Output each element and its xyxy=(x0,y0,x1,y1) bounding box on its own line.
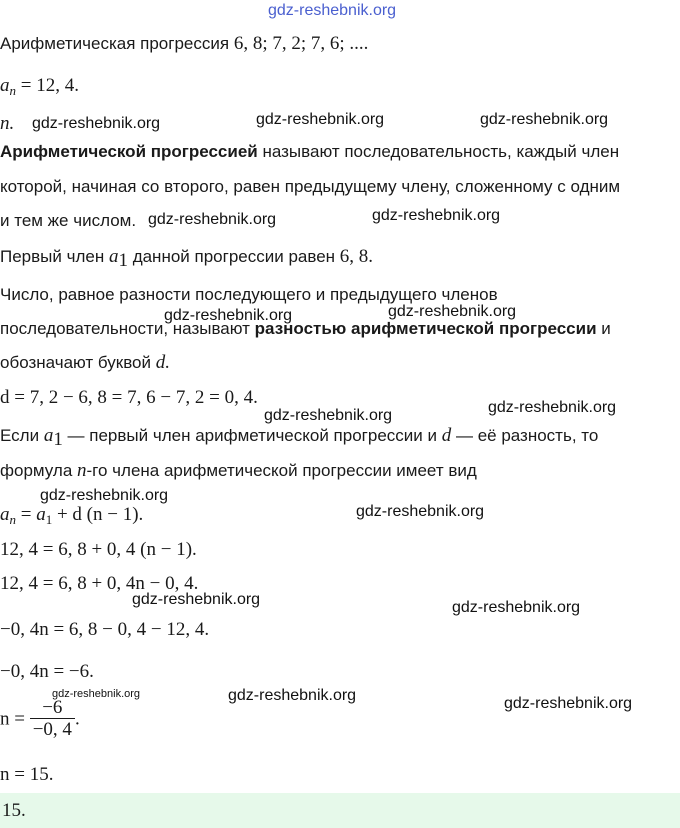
difference-term: разностью арифметической прогрессии xyxy=(254,319,597,338)
step-5 xyxy=(0,698,80,741)
formula-d-var: d xyxy=(441,425,452,446)
first-term-after: данной прогрессии равен xyxy=(132,247,336,266)
watermark: gdz-reshebnik.org xyxy=(504,695,633,712)
definition-term: Арифметической прогрессией xyxy=(0,142,258,161)
watermark: gdz-reshebnik.org xyxy=(164,307,293,324)
formula-a1-sub: 1 xyxy=(53,429,63,450)
formula-text-mid: — первый член арифметической прогрессии и xyxy=(67,426,437,445)
watermark: gdz-reshebnik.org xyxy=(52,688,141,700)
step-6: n = 15. xyxy=(0,764,54,785)
difference-before: последовательности, называют xyxy=(0,319,250,338)
watermark: gdz-reshebnik.org xyxy=(268,2,397,19)
step-eq: = xyxy=(20,504,32,525)
sequence-terms: 6, 8; 7, 2; 7, 6; .... xyxy=(233,33,369,54)
watermark: gdz-reshebnik.org xyxy=(372,207,501,224)
step-a1-sub: 1 xyxy=(45,512,53,527)
definition-line-3: и тем же числом. xyxy=(0,211,137,230)
difference-after: и xyxy=(601,319,611,338)
difference-line-1: Число, равное разности последующего и предыдущего членов xyxy=(0,285,498,304)
watermark: gdz-reshebnik.org xyxy=(148,211,277,228)
step-5-lhs: n = xyxy=(0,708,25,730)
sequence-label: Арифметическая прогрессия xyxy=(0,34,230,53)
first-term-value: 6, 8. xyxy=(339,246,374,267)
an-value: = 12, 4. xyxy=(20,75,79,96)
definition-text: называют последовательность, каждый член xyxy=(262,142,620,161)
watermark: gdz-reshebnik.org xyxy=(452,599,581,616)
answer-value: 15. xyxy=(2,800,26,821)
an-var: a xyxy=(0,75,10,96)
answer-box xyxy=(0,793,680,828)
step-1: 12, 4 = 6, 8 + 0, 4 (n − 1). xyxy=(0,539,197,560)
watermark: gdz-reshebnik.org xyxy=(132,591,261,608)
an-sub: n xyxy=(9,83,16,98)
difference-letter: d. xyxy=(155,352,170,373)
step-a1-var: a xyxy=(36,504,46,525)
watermark: gdz-reshebnik.org xyxy=(264,407,393,424)
formula-text-end: — её разность, то xyxy=(455,426,599,445)
difference-line-3 xyxy=(0,353,170,373)
problem-sequence xyxy=(0,34,368,54)
definition-line-1 xyxy=(0,142,619,162)
watermark: gdz-reshebnik.org xyxy=(228,687,357,704)
step-2: 12, 4 = 6, 8 + 0, 4n − 0, 4. xyxy=(0,573,199,594)
step-5-denominator: −0, 4 xyxy=(32,719,72,740)
first-term-var: a xyxy=(108,246,119,267)
watermark: gdz-reshebnik.org xyxy=(32,115,161,132)
watermark: gdz-reshebnik.org xyxy=(480,111,609,128)
watermark: gdz-reshebnik.org xyxy=(388,303,517,320)
definition-line-2: которой, начиная со второго, равен предыдущему члену, сложенному с одним xyxy=(0,177,621,196)
formula-n-var: n xyxy=(77,460,87,481)
problem-find: n. xyxy=(0,113,15,134)
formula-if: Если xyxy=(0,426,40,445)
formula-word: формула xyxy=(0,461,73,480)
step-3: −0, 4n = 6, 8 − 0, 4 − 12, 4. xyxy=(0,619,210,640)
formula-a1-var: a xyxy=(43,425,54,446)
formula-text-rest: -го члена арифметической прогрессии имеет вид xyxy=(86,461,477,480)
watermark: gdz-reshebnik.org xyxy=(488,399,617,416)
step-5-end: . xyxy=(74,708,80,730)
first-term-line xyxy=(0,246,374,271)
watermark: gdz-reshebnik.org xyxy=(256,111,385,128)
first-term-sub: 1 xyxy=(118,250,128,271)
formula-text-line-2 xyxy=(0,461,477,481)
watermark: gdz-reshebnik.org xyxy=(40,487,169,504)
difference-calc: d = 7, 2 − 6, 8 = 7, 6 − 7, 2 = 0, 4. xyxy=(0,387,258,408)
step-an-var: a xyxy=(0,504,10,525)
step-formula-rest: + d (n − 1). xyxy=(56,504,144,525)
difference-letter-label: обозначают буквой xyxy=(0,353,152,372)
step-an-sub: n xyxy=(9,512,16,527)
step-5-numerator: −6 xyxy=(30,698,75,719)
first-term-before: Первый член xyxy=(0,247,105,266)
problem-last-term xyxy=(0,76,79,96)
difference-line-2 xyxy=(0,319,611,339)
step-4: −0, 4n = −6. xyxy=(0,661,94,682)
watermark: gdz-reshebnik.org xyxy=(356,503,485,520)
formula-text-line-1 xyxy=(0,425,599,450)
step-formula xyxy=(0,505,143,525)
step-5-fraction xyxy=(30,698,75,741)
